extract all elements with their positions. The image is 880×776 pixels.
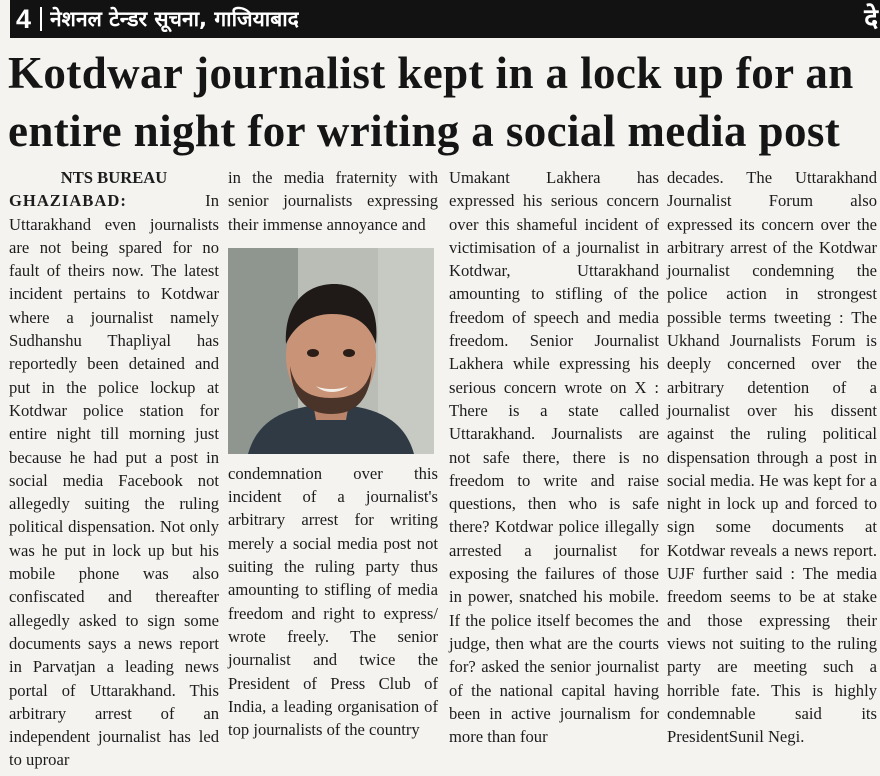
journalist-photo: [228, 248, 434, 454]
article-headline: Kotdwar journalist kept in a lock up for an entire night for writing a social media post: [8, 48, 854, 156]
article-column-2: [228, 166, 438, 741]
column-2-bottom-text: condemnation over this incident of a journalist's arbitrary arrest for writing merely a social media post not suiting the ruling party thus amounting to stifling of media freedom and right to express/ wrote freely. The senior journalist and twice the President of Press Club of India, a leading organisation of top journalists of the country: [228, 463, 438, 740]
column-4-text: decades. The Uttarakhand Journalist Forum also expressed its concern over the arbitrary arrest of the Kotdwar journalist condemning the police action in strongest possible terms tweeting : The Ukhand Journalists Forum is deeply concerned over the arbitrary detention of a journalist over his dissent against the ruling political dispensation through a post in social media. He was kept for a night in lock up and forced to sign some documents at Kotdwar reveals a news report. UJF further said : The media freedom seems to be at stake and those expressing their views not suiting to the ruling party are meeting such a horrible fate. This is highly condemnable said its PresidentSunil Negi.: [667, 168, 877, 747]
column-3-text: Umakant Lakhera has expressed his serious concern over this shameful incident of victimisation of a journalist in Kotdwar, Uttarakhand amounting to stifling of the freedom of speech and media freedom. Senior Journalist Lakhera while expressing his serious concern wrote on X : There is a state called Uttarakhand. Journalists are not safe there, there is no freedom to write and raise questions, then who is safe there? Kotdwar police illegally arrested a journalist for exposing the failures of those in power, snatched his mobile. If the police itself becomes the judge, then what are the courts for? asked the senior journalist of the national capital having been in active journalism for more than four: [449, 168, 659, 747]
masthead: [10, 0, 880, 38]
byline-bureau: NTS BUREAU: [60, 168, 168, 187]
article-column-3: [449, 166, 659, 748]
publication-name: नेशनल टेन्डर सूचना, गाजियाबाद: [50, 7, 299, 31]
page-number: 4: [16, 3, 32, 34]
masthead-divider: [40, 7, 42, 31]
portrait-illustration: [228, 248, 434, 454]
article-column-1: [9, 166, 219, 772]
byline-dateline: GHAZIABAD:: [9, 191, 127, 211]
column-2-top-text: in the media fraternity with senior journalists expressing their immense annoyance and: [228, 168, 438, 234]
column-1-body: In Uttarakhand even journalists are not being spared for no fault of theirs now. The latest incident pertains to Kotdwar where a journalist namely Sudhanshu Thapliyal has reportedly been detained and put in the police lockup at Kotdwar police station for entire night till morning just because he had put a post in social media Facebook not allegedly suiting the ruling political dispensation. Not only was he put in lock up but his mobile phone was also confiscated and thereafter allegedly asked to sign some documents says a news report in Parvatjan a leading news portal of Uttarakhand. This arbitrary arrest of an independent journalist has led to uproar: [9, 191, 219, 770]
article-column-4: [667, 166, 877, 748]
column-1-text: [9, 189, 219, 771]
masthead-cut-text: दे: [864, 4, 878, 34]
